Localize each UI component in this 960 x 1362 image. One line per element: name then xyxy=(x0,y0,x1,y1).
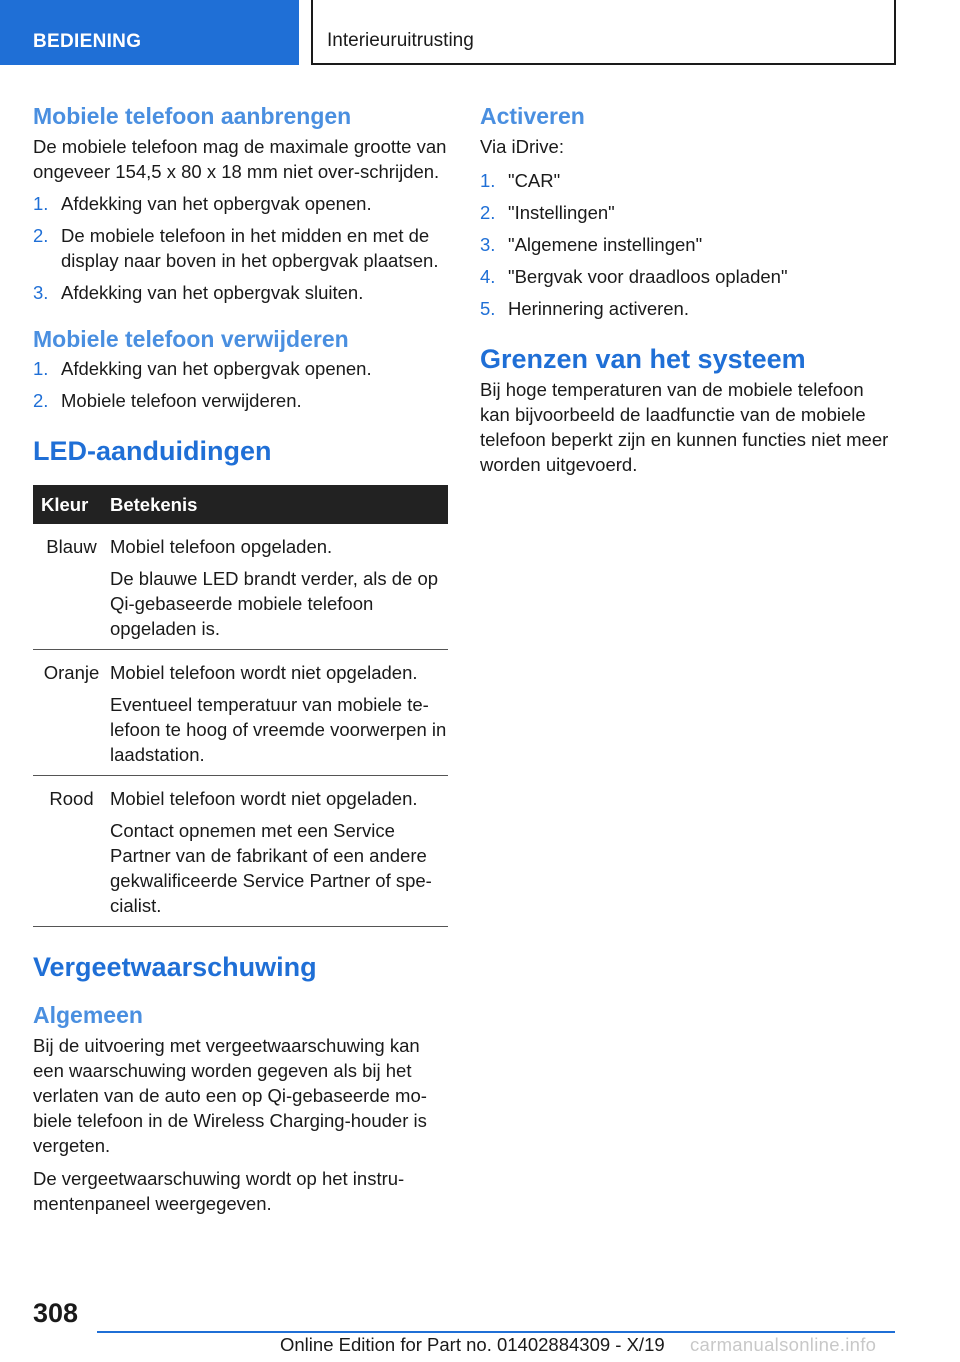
watermark-site: carmanualsonline.info xyxy=(690,1334,877,1355)
step-number: 1. xyxy=(480,170,496,191)
step-number: 3. xyxy=(33,282,49,303)
list-item xyxy=(33,356,448,381)
step-text: "Instellingen" xyxy=(508,202,615,223)
heading-system-limits: Grenzen van het systeem xyxy=(480,344,806,374)
step-number: 4. xyxy=(480,266,496,287)
table-cell-meaning xyxy=(110,524,448,650)
step-text: Afdekking van het opbergvak openen. xyxy=(61,193,372,214)
system-limits-text: Bij hoge temperaturen van de mobiele telefoon kan bijvoorbeeld de laadfunctie van de mobiele telefoon beperkt zijn en kunnen functies niet meer worden uitgevoerd. xyxy=(480,379,889,475)
led-table xyxy=(33,485,448,927)
table-header-meaning: Betekenis xyxy=(110,485,448,524)
heading-mount-phone: Mobiele telefoon aanbrengen xyxy=(33,103,352,129)
list-item xyxy=(480,232,890,257)
step-text: "Algemene instellingen" xyxy=(508,234,703,255)
table-header-row xyxy=(33,485,448,524)
table-cell-meaning xyxy=(110,650,448,776)
step-number: 3. xyxy=(480,234,496,255)
list-item xyxy=(480,200,890,225)
table-header-color: Kleur xyxy=(33,485,110,524)
meaning-line2: De blauwe LED brandt verder, als de op Qi-gebaseerde mobiele telefoon opgeladen is. xyxy=(110,568,439,639)
step-number: 1. xyxy=(33,358,49,379)
list-item xyxy=(33,280,448,305)
heading-activate: Activeren xyxy=(480,103,585,129)
step-number: 2. xyxy=(33,390,49,411)
section-tab: BEDIENING xyxy=(0,0,299,65)
step-number: 2. xyxy=(33,225,49,246)
chapter-title: Interieuruitrusting xyxy=(311,0,896,65)
list-item xyxy=(33,223,448,273)
table-cell-meaning xyxy=(110,776,448,927)
activate-text: Via iDrive: xyxy=(480,136,564,157)
meaning-line1: Mobiel telefoon opgeladen. xyxy=(110,536,333,557)
table-row xyxy=(33,524,448,650)
meaning-line1: Mobiel telefoon wordt niet opgeladen. xyxy=(110,662,418,683)
step-text: "Bergvak voor draadloos opladen" xyxy=(508,266,788,287)
table-row xyxy=(33,650,448,776)
remove-phone-steps xyxy=(33,356,448,413)
heading-led-indicators: LED-aanduidingen xyxy=(33,436,272,466)
meaning-line1: Mobiel telefoon wordt niet opgeladen. xyxy=(110,788,418,809)
step-text: "CAR" xyxy=(508,170,561,191)
list-item xyxy=(33,388,448,413)
table-row xyxy=(33,776,448,927)
list-item xyxy=(480,264,890,289)
forget-warning-text-1: Bij de uitvoering met vergeetwaarschuwing kan een waarschuwing worden gegeven als bij het verlaten van de auto een op Qi-gebaseerde mo-biele telefoon in de Wireless Charging-houder is vergeten. xyxy=(33,1035,427,1156)
left-column xyxy=(33,100,448,1216)
table-cell-color: Blauw xyxy=(33,524,110,650)
table-cell-color: Oranje xyxy=(33,650,110,776)
step-number: 1. xyxy=(33,193,49,214)
step-number: 5. xyxy=(480,298,496,319)
step-text: Afdekking van het opbergvak sluiten. xyxy=(61,282,364,303)
list-item xyxy=(480,296,890,321)
right-column xyxy=(480,100,890,477)
page-number: 308 xyxy=(33,1298,79,1328)
activate-steps xyxy=(480,168,890,321)
meaning-line2: Eventueel temperatuur van mobiele te-lefoon te hoog of vreemde voorwerpen in laadstation. xyxy=(110,694,447,765)
step-text: Herinnering activeren. xyxy=(508,298,689,319)
mount-phone-text: De mobiele telefoon mag de maximale grootte van ongeveer 154,5 x 80 x 18 mm niet over-schrijden. xyxy=(33,136,447,182)
step-text: Afdekking van het opbergvak openen. xyxy=(61,358,372,379)
list-item xyxy=(33,191,448,216)
meaning-line2: Contact opnemen met een Service Partner van de fabrikant of een andere gekwalificeerde Service Partner of spe-cialist. xyxy=(110,820,432,916)
step-number: 2. xyxy=(480,202,496,223)
mount-phone-steps xyxy=(33,191,448,305)
heading-remove-phone: Mobiele telefoon verwijderen xyxy=(33,326,349,352)
heading-general: Algemeen xyxy=(33,1002,143,1028)
edition-text: Online Edition for Part no. 01402884309 - X/19 xyxy=(280,1334,665,1355)
step-text: De mobiele telefoon in het midden en met de display naar boven in het opbergvak plaatsen. xyxy=(61,225,439,271)
table-cell-color: Rood xyxy=(33,776,110,927)
step-text: Mobiele telefoon verwijderen. xyxy=(61,390,302,411)
forget-warning-text-2: De vergeetwaarschuwing wordt op het instru-mentenpaneel weergegeven. xyxy=(33,1168,405,1214)
list-item xyxy=(480,168,890,193)
heading-forget-warning: Vergeetwaarschuwing xyxy=(33,952,317,982)
footer-divider xyxy=(97,1331,895,1333)
